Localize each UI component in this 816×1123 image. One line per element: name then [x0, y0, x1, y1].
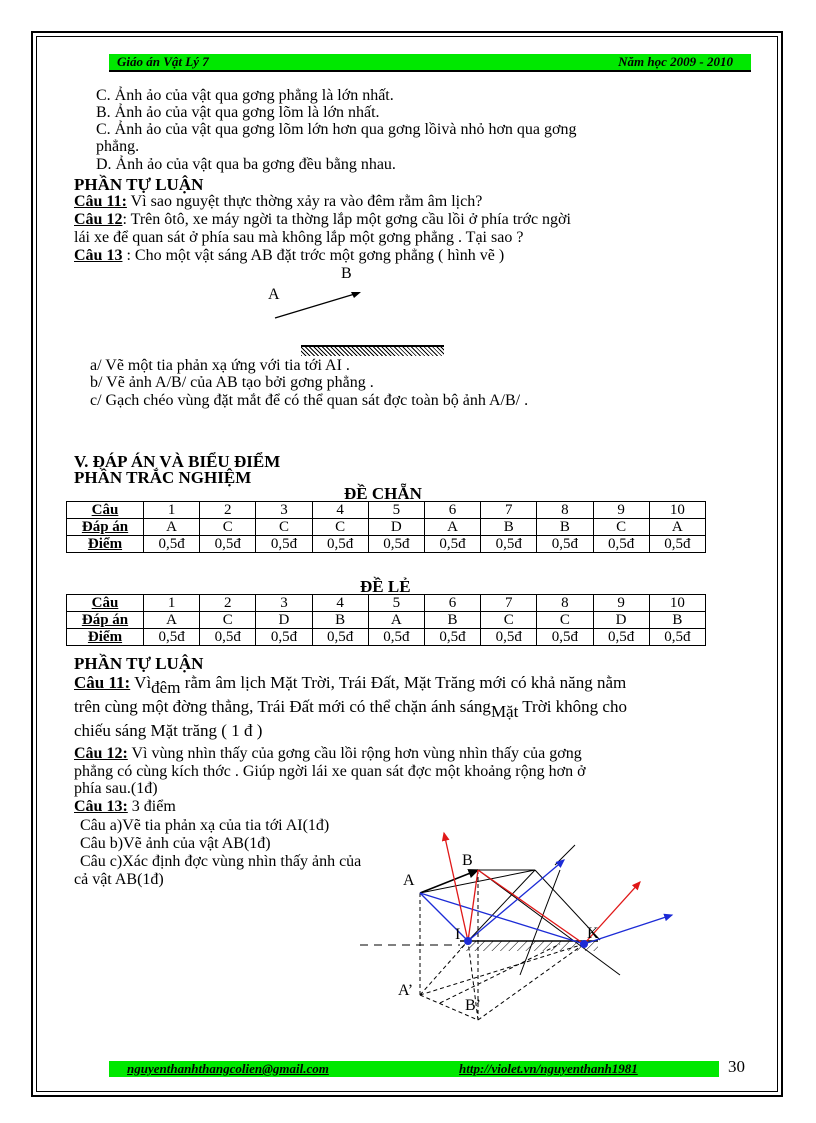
a11-vi: Vì: [130, 673, 152, 692]
footer-email[interactable]: nguyenthanhthangcolien@gmail.com: [127, 1061, 329, 1076]
option-b: B. Ảnh ảo của vật qua gơng lõm là lớn nhất.: [96, 104, 380, 121]
subquestion-b: b/ Vẽ ảnh A/B/ của AB tạo bởi gơng phẳng .: [90, 374, 374, 391]
a11-dem: đêm: [151, 678, 181, 697]
answer-cell: C: [256, 519, 312, 536]
header-right: Năm học 2009 - 2010: [618, 54, 733, 69]
question-cell: 5: [368, 595, 424, 612]
footer-url[interactable]: http://violet.vn/nguyenthanh1981: [459, 1061, 638, 1076]
points-cell: 0,5đ: [424, 629, 480, 646]
question-12-cont: lái xe để quan sát ở phía sau mà không lắp một gơng phẳng . Tại sao ?: [74, 229, 524, 246]
diagram-label-i: I: [455, 926, 461, 943]
a13-label: Câu 13:: [74, 798, 128, 815]
question-cell: 8: [537, 595, 593, 612]
points-cell: 0,5đ: [649, 629, 705, 646]
answer-13-b: Câu b)Vẽ ảnh của vật AB(1đ): [80, 835, 271, 852]
question-cell: 9: [593, 502, 649, 519]
question-cell: 10: [649, 502, 705, 519]
question-cell: 3: [256, 502, 312, 519]
question-cell: 9: [593, 595, 649, 612]
option-c1: C. Ảnh ảo của vật qua gơng phẳng là lớn nhất.: [96, 87, 394, 104]
multiple-choice-heading: PHẦN TRẮC NGHIỆM: [74, 468, 252, 487]
a11-label: Câu 11:: [74, 673, 131, 692]
points-cell: 0,5đ: [144, 536, 200, 553]
answer-table-odd: [66, 594, 706, 646]
answer-cell: B: [312, 612, 368, 629]
subquestion-a: a/ Vẽ một tia phản xạ ứng với tia tới AI .: [90, 357, 350, 374]
answer-cell: D: [368, 519, 424, 536]
answer-cell: A: [144, 519, 200, 536]
answer-cell: C: [593, 519, 649, 536]
table-row-answer: [67, 519, 706, 536]
a12-label: Câu 12:: [74, 745, 128, 762]
page-number: 30: [728, 1057, 745, 1076]
figure-label-a: A: [268, 286, 280, 303]
question-cell: 8: [537, 502, 593, 519]
diagram-label-a-prime: A’: [398, 982, 414, 999]
answer-13-c-cont: cả vật AB(1đ): [74, 871, 164, 888]
figure-label-b: B: [341, 265, 352, 282]
row-label: Câu: [67, 502, 144, 519]
object-arrow-ab: [270, 285, 370, 325]
answer-table-even: [66, 501, 706, 553]
points-cell: 0,5đ: [537, 629, 593, 646]
a12-text: Vì vùng nhìn thấy của gơng cầu lồi rộng hơn vùng nhìn thấy của gơng: [127, 745, 582, 762]
a11-line2-end: Trời không cho: [518, 697, 627, 716]
table-row-question: [67, 502, 706, 519]
red-rays: [444, 833, 640, 944]
answer-cell: A: [424, 519, 480, 536]
header-left: Giáo án Vật Lý 7: [117, 54, 209, 69]
points-cell: 0,5đ: [481, 536, 537, 553]
q13-text: : Cho một vật sáng AB đặt trớc một gơng phẳng ( hình vẽ ): [122, 247, 505, 264]
question-12: [74, 211, 571, 228]
question-cell: 6: [424, 502, 480, 519]
object-ab: [420, 870, 478, 893]
answer-11: [74, 673, 627, 697]
answer-11-line2: [74, 697, 627, 721]
answer-13-a: Câu a)Vẽ tia phản xạ của tia tới AI(1đ): [80, 817, 330, 834]
points-cell: 0,5đ: [481, 629, 537, 646]
black-rays: [420, 845, 620, 975]
question-cell: 3: [256, 595, 312, 612]
question-cell: 10: [649, 595, 705, 612]
answer-cell: A: [649, 519, 705, 536]
option-c2: C. Ảnh ảo của vật qua gơng lõm lớn hơn qua gơng lồivà nhỏ hơn qua gơng: [96, 121, 577, 138]
points-cell: 0,5đ: [368, 629, 424, 646]
row-label: Điểm: [67, 629, 144, 646]
answer-section-title: V. ĐÁP ÁN VÀ BIỂU ĐIỂM: [74, 452, 281, 471]
even-version-title: ĐỀ CHẴN: [344, 484, 422, 503]
points-cell: 0,5đ: [537, 536, 593, 553]
row-label: Đáp án: [67, 612, 144, 629]
a11-rest: rằm âm lịch Mặt Trời, Trái Đất, Mặt Trăng mới có khả năng nằm: [180, 673, 627, 692]
answer-12: [74, 745, 582, 762]
answer-12-line2: phẳng có cùng kích thớc . Giúp ngời lái xe quan sát đợc một khoảng rộng hơn ở: [74, 763, 586, 780]
diagram-label-b: B: [462, 852, 473, 869]
answer-cell: C: [481, 612, 537, 629]
table-row-points: [67, 536, 706, 553]
odd-version-title: ĐỀ LẺ: [360, 577, 411, 596]
option-d: D. Ảnh ảo của vật qua ba gơng đều bằng nhau.: [96, 156, 396, 173]
page-header: [109, 54, 751, 72]
question-cell: 7: [481, 502, 537, 519]
points-cell: 0,5đ: [312, 536, 368, 553]
answer-cell: B: [424, 612, 480, 629]
question-cell: 1: [144, 502, 200, 519]
answer-11-line3: chiếu sáng Mặt trăng ( 1 đ ): [74, 721, 263, 740]
diagram-label-b-prime: B’: [465, 997, 481, 1014]
q13-label: Câu 13: [74, 247, 123, 264]
question-cell: 5: [368, 502, 424, 519]
question-13: [74, 247, 504, 264]
answer-12-line3: phía sau.(1đ): [74, 780, 158, 797]
question-11: [74, 193, 482, 210]
diagram-label-a: A: [403, 872, 415, 889]
question-cell: 2: [200, 502, 256, 519]
points-cell: 0,5đ: [368, 536, 424, 553]
points-cell: 0,5đ: [144, 629, 200, 646]
q12-label: Câu 12: [74, 211, 123, 228]
table-row-answer: [67, 612, 706, 629]
a11-mat: Mặt: [490, 702, 519, 721]
table-row-question: [67, 595, 706, 612]
a11-line2-start: trên cùng một đờng thẳng, Trái Đất mới có thể chặn ánh sáng: [74, 697, 491, 716]
points-cell: 0,5đ: [200, 629, 256, 646]
points-cell: 0,5đ: [256, 536, 312, 553]
points-cell: 0,5đ: [593, 629, 649, 646]
page-footer: [109, 1061, 719, 1077]
answer-13: [74, 798, 176, 815]
answer-cell: C: [200, 612, 256, 629]
table-row-points: [67, 629, 706, 646]
essay-heading: PHẦN TỰ LUẬN: [74, 175, 204, 194]
answer-cell: A: [368, 612, 424, 629]
diagram-label-k: K: [587, 925, 599, 942]
points-cell: 0,5đ: [424, 536, 480, 553]
point-i: [464, 937, 472, 945]
answer-cell: A: [144, 612, 200, 629]
row-label: Điểm: [67, 536, 144, 553]
answer-cell: D: [593, 612, 649, 629]
answer-cell: B: [649, 612, 705, 629]
answer-cell: C: [537, 612, 593, 629]
question-cell: 4: [312, 595, 368, 612]
points-cell: 0,5đ: [649, 536, 705, 553]
answer-cell: C: [200, 519, 256, 536]
answer-13-c: Câu c)Xác định đợc vùng nhìn thấy ảnh của: [80, 853, 362, 870]
q12-text: : Trên ôtô, xe máy ngời ta thờng lắp một gơng cầu lồi ở phía trớc ngời: [122, 211, 571, 228]
question-cell: 4: [312, 502, 368, 519]
question-cell: 2: [200, 595, 256, 612]
row-label: Câu: [67, 595, 144, 612]
q11-text: Vì sao nguyệt thực thờng xảy ra vào đêm rằm âm lịch?: [126, 193, 483, 210]
points-cell: 0,5đ: [200, 536, 256, 553]
a13-text: 3 điểm: [127, 798, 176, 815]
q11-label: Câu 11:: [74, 193, 127, 210]
answer-cell: C: [312, 519, 368, 536]
question-cell: 1: [144, 595, 200, 612]
answer-cell: B: [481, 519, 537, 536]
question-cell: 7: [481, 595, 537, 612]
answer-cell: D: [256, 612, 312, 629]
points-cell: 0,5đ: [593, 536, 649, 553]
points-cell: 0,5đ: [312, 629, 368, 646]
question-cell: 6: [424, 595, 480, 612]
points-cell: 0,5đ: [256, 629, 312, 646]
option-c2-cont: phẳng.: [96, 138, 140, 155]
essay-answer-heading: PHẦN TỰ LUẬN: [74, 654, 204, 673]
subquestion-c: c/ Gạch chéo vùng đặt mắt để có thể quan sát đợc toàn bộ ảnh A/B/ .: [90, 392, 529, 409]
row-label: Đáp án: [67, 519, 144, 536]
plane-mirror: [301, 345, 444, 356]
answer-cell: B: [537, 519, 593, 536]
